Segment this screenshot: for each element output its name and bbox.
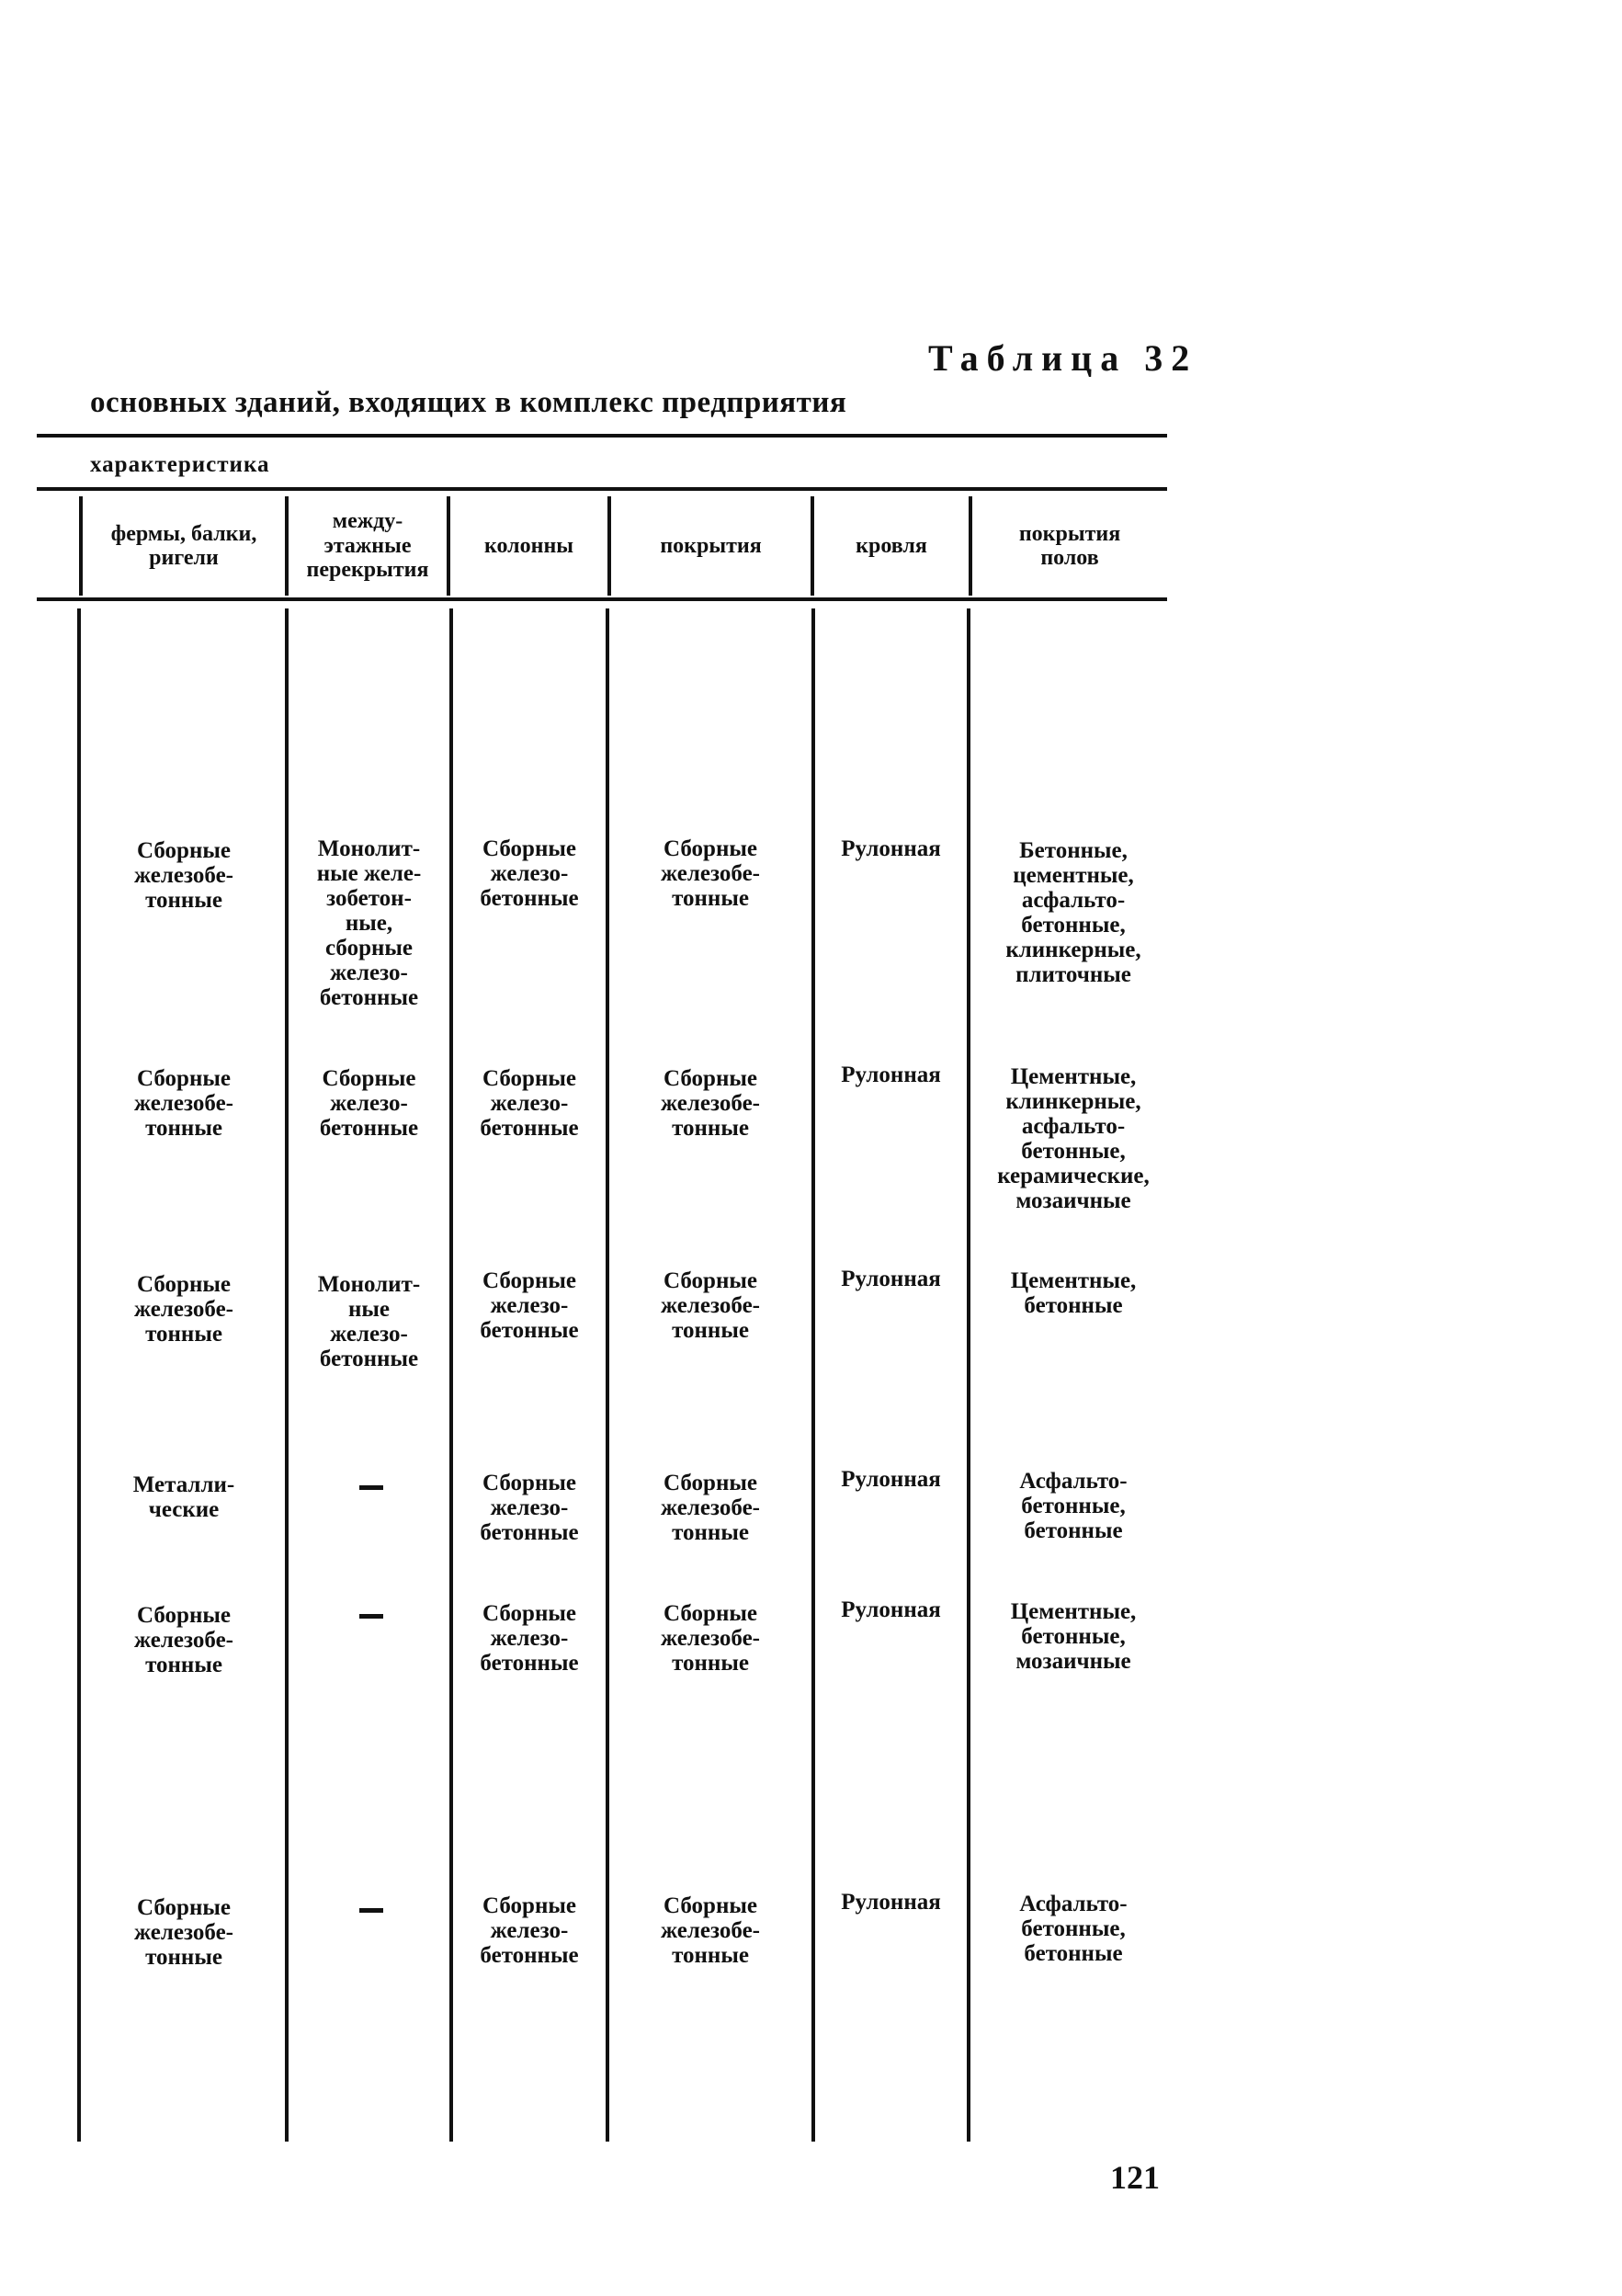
column-header-roofing: кровля [856, 533, 927, 558]
empty-value-dash [359, 1614, 383, 1619]
table-cell: Металли- ческие [132, 1472, 235, 1522]
table-cell: Сборные железо- бетонные [480, 1268, 579, 1343]
table-cell: Сборные железо- бетонные [480, 1893, 579, 1968]
table-cell: Рулонная [841, 1467, 941, 1492]
table-cell: Сборные железо- бетонные [319, 1066, 419, 1141]
table-cell: Сборные железо- бетонные [480, 836, 579, 911]
caption-rule [37, 487, 1167, 491]
table-cell: Цементные, бетонные, мозаичные [1010, 1599, 1137, 1674]
section-caption: характеристика [90, 452, 270, 477]
table-cell: Сборные железо- бетонные [480, 1601, 579, 1676]
table-subtitle: основных зданий, входящих в комплекс предприятия [90, 386, 847, 419]
table-cell: Цементные, клинкерные, асфальто- бетонные, керамические, мозаичные [997, 1064, 1150, 1213]
table-cell: Асфальто- бетонные, бетонные [1019, 1469, 1128, 1543]
table-cell: Рулонная [841, 1597, 941, 1622]
table-cell: Рулонная [841, 1063, 941, 1087]
top-rule [37, 434, 1167, 438]
column-divider [77, 608, 81, 2142]
table-cell: Сборные железобе- тонные [660, 1601, 760, 1676]
table-label: Таблица 32 [928, 337, 1198, 379]
table-cell: Монолит- ные железо- бетонные [317, 1272, 421, 1371]
table-cell: Сборные железобе- тонные [660, 1268, 760, 1343]
table-cell: Сборные железобе- тонные [660, 836, 760, 911]
table-cell: Сборные железобе- тонные [660, 1066, 760, 1141]
table-cell: Рулонная [841, 1267, 941, 1291]
header-bottom-rule [37, 597, 1167, 601]
table-cell: Сборные железобе- тонные [133, 838, 233, 913]
column-header-columns: колонны [483, 533, 574, 558]
table-cell: Сборные железо- бетонные [480, 1471, 579, 1545]
table-cell: Сборные железобе- тонные [133, 1066, 233, 1141]
table-cell: Рулонная [841, 836, 941, 861]
column-header-floor-coverings: покрытия полов [1018, 521, 1121, 570]
empty-value-dash [359, 1908, 383, 1913]
table-cell: Сборные железо- бетонные [480, 1066, 579, 1141]
table-cell: Бетонные, цементные, асфальто- бетонные, клинкерные, плиточные [1005, 838, 1141, 987]
table-cell: Сборные железобе- тонные [660, 1471, 760, 1545]
table-cell: Асфальто- бетонные, бетонные [1019, 1892, 1128, 1966]
table-cell: Сборные железобе- тонные [133, 1895, 233, 1970]
column-header-interfloor: между- этажные перекрытия [306, 509, 429, 583]
column-header-trusses: фермы, балки, ригели [110, 521, 257, 570]
table-cell: Цементные, бетонные [1010, 1268, 1137, 1318]
table-cell: Сборные железобе- тонные [133, 1603, 233, 1677]
table-cell: Рулонная [841, 1890, 941, 1915]
table-cell: Сборные железобе- тонные [133, 1272, 233, 1347]
column-header-coverings: покрытия [660, 533, 762, 558]
empty-value-dash [359, 1485, 383, 1490]
table-cell: Сборные железобе- тонные [660, 1893, 760, 1968]
table-cell: Монолит- ные желе- зобетон- ные, сборные железо- бетонные [316, 836, 422, 1010]
page-number: 121 [1110, 2159, 1160, 2196]
